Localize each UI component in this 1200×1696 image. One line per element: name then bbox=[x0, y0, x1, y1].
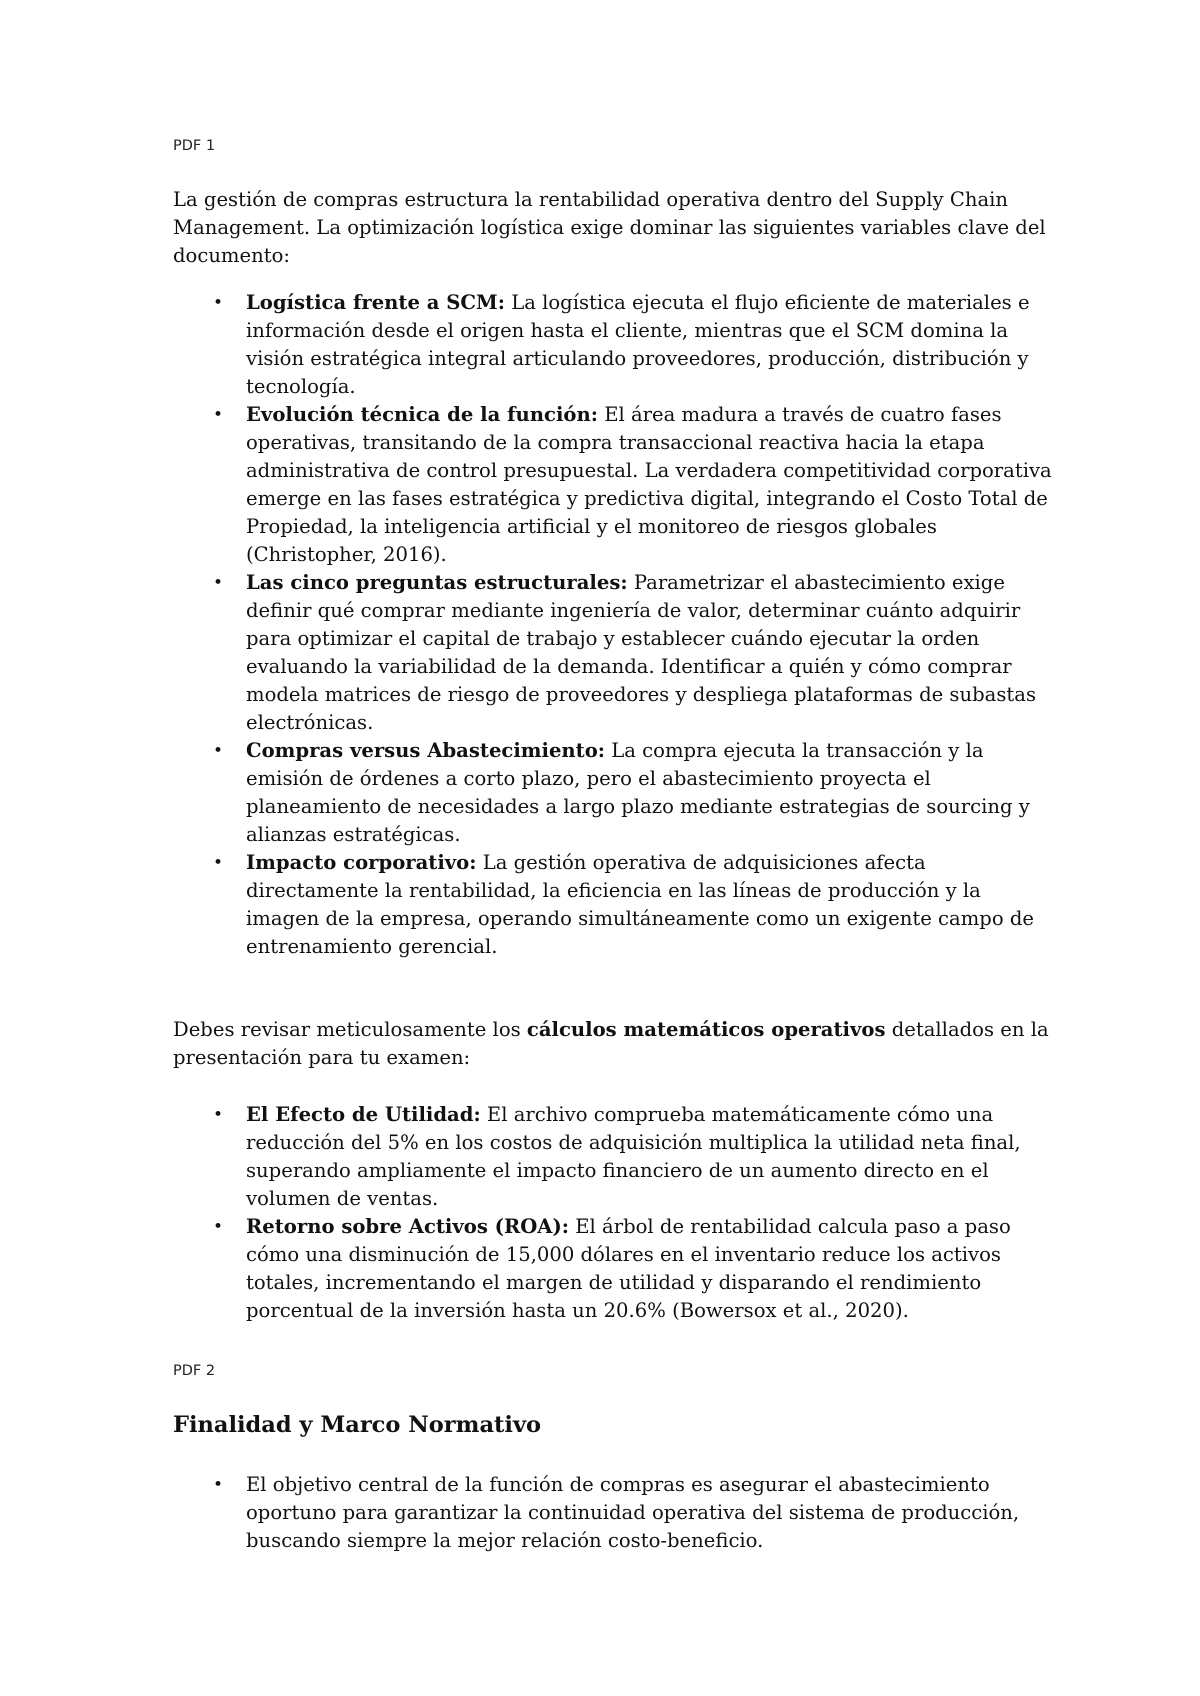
review-suffix: detallados en la presentación para tu examen: bbox=[173, 1018, 1049, 1069]
review-prefix: Debes revisar meticulosamente los bbox=[173, 1018, 521, 1041]
list-item bbox=[173, 737, 1053, 849]
list-item bbox=[173, 569, 1053, 737]
calc-bullet-list bbox=[173, 1101, 1053, 1325]
pdf1-label: PDF 1 bbox=[173, 138, 216, 154]
document-page bbox=[173, 0, 1053, 1696]
bullet-icon: • bbox=[213, 293, 224, 313]
bullet-text: La logística ejecuta el flujo eficiente de materiales e información desde el origen hasta el cliente, mientras que el SCM domina la visión estratégica integral articulando proveedores, producción, distribución y tecnología. bbox=[246, 291, 1030, 398]
bullet-text: La compra ejecuta la transacción y la emisión de órdenes a corto plazo, pero el abastecimiento proyecta el planeamiento de necesidades a largo plazo mediante estrategias de sourcing y alianzas estratégicas. bbox=[246, 739, 1030, 846]
bullet-text: El área madura a través de cuatro fases operativas, transitando de la compra transaccional reactiva hacia la etapa administrativa de control presupuestal. La verdadera competitividad corporativa emerge en las fases estratégica y predictiva digital, integrando el Costo Total de Propiedad, la inteligencia artificial y el monitoreo de riesgos globales (Christopher, 2016). bbox=[246, 403, 1052, 566]
bullet-icon: • bbox=[213, 1475, 224, 1495]
pdf1-bullet-list bbox=[173, 289, 1053, 961]
intro-paragraph: La gestión de compras estructura la rentabilidad operativa dentro del Supply Chain Management. La optimización logística exige dominar las siguientes variables clave del documento: bbox=[173, 188, 1046, 267]
bullet-title: Logística frente a SCM: bbox=[246, 291, 505, 314]
bullet-title: Compras versus Abastecimiento: bbox=[246, 739, 606, 762]
list-item bbox=[173, 289, 1053, 401]
bullet-icon: • bbox=[213, 1217, 224, 1237]
bullet-icon: • bbox=[213, 853, 224, 873]
bullet-title: Impacto corporativo: bbox=[246, 851, 477, 874]
bullet-text: El objetivo central de la función de compras es asegurar el abastecimiento oportuno para garantizar la continuidad operativa del sistema de producción, buscando siempre la mejor relación costo-beneficio. bbox=[246, 1473, 1020, 1552]
bullet-icon: • bbox=[213, 1105, 224, 1125]
bullet-icon: • bbox=[213, 405, 224, 425]
list-item bbox=[173, 1101, 1053, 1213]
section-heading: Finalidad y Marco Normativo bbox=[173, 1412, 542, 1438]
bullet-text: El archivo comprueba matemáticamente cómo una reducción del 5% en los costos de adquisición multiplica la utilidad neta final, superando ampliamente el impacto financiero de un aumento directo en el volumen de ventas. bbox=[246, 1103, 1021, 1210]
pdf2-bullet-list bbox=[173, 1471, 1053, 1555]
list-item bbox=[173, 1471, 1053, 1555]
bullet-title: Evolución técnica de la función: bbox=[246, 403, 598, 426]
list-item bbox=[173, 1213, 1053, 1325]
list-item bbox=[173, 401, 1053, 569]
bullet-icon: • bbox=[213, 573, 224, 593]
bullet-text: Parametrizar el abastecimiento exige definir qué comprar mediante ingeniería de valor, determinar cuánto adquirir para optimizar el capital de trabajo y establecer cuándo ejecutar la orden evaluando la variabilidad de la demanda. Identificar a quién y cómo comprar modela matrices de riesgo de proveedores y despliega plataformas de subastas electrónicas. bbox=[246, 571, 1036, 734]
bullet-title: Las cinco preguntas estructurales: bbox=[246, 571, 628, 594]
pdf2-label: PDF 2 bbox=[173, 1363, 216, 1379]
bullet-text: La gestión operativa de adquisiciones afecta directamente la rentabilidad, la eficiencia en las líneas de producción y la imagen de la empresa, operando simultáneamente como un exigente campo de entrenamiento gerencial. bbox=[246, 851, 1034, 958]
list-item bbox=[173, 849, 1053, 961]
review-bold: cálculos matemáticos operativos bbox=[526, 1018, 886, 1041]
bullet-title: Retorno sobre Activos (ROA): bbox=[246, 1215, 570, 1238]
bullet-title: El Efecto de Utilidad: bbox=[246, 1103, 481, 1126]
bullet-icon: • bbox=[213, 741, 224, 761]
bullet-text: El árbol de rentabilidad calcula paso a paso cómo una disminución de 15,000 dólares en el inventario reduce los activos totales, incrementando el margen de utilidad y disparando el rendimiento porcentual de la inversión hasta un 20.6% (Bowersox et al., 2020). bbox=[246, 1215, 1011, 1322]
review-paragraph bbox=[173, 1016, 1053, 1072]
